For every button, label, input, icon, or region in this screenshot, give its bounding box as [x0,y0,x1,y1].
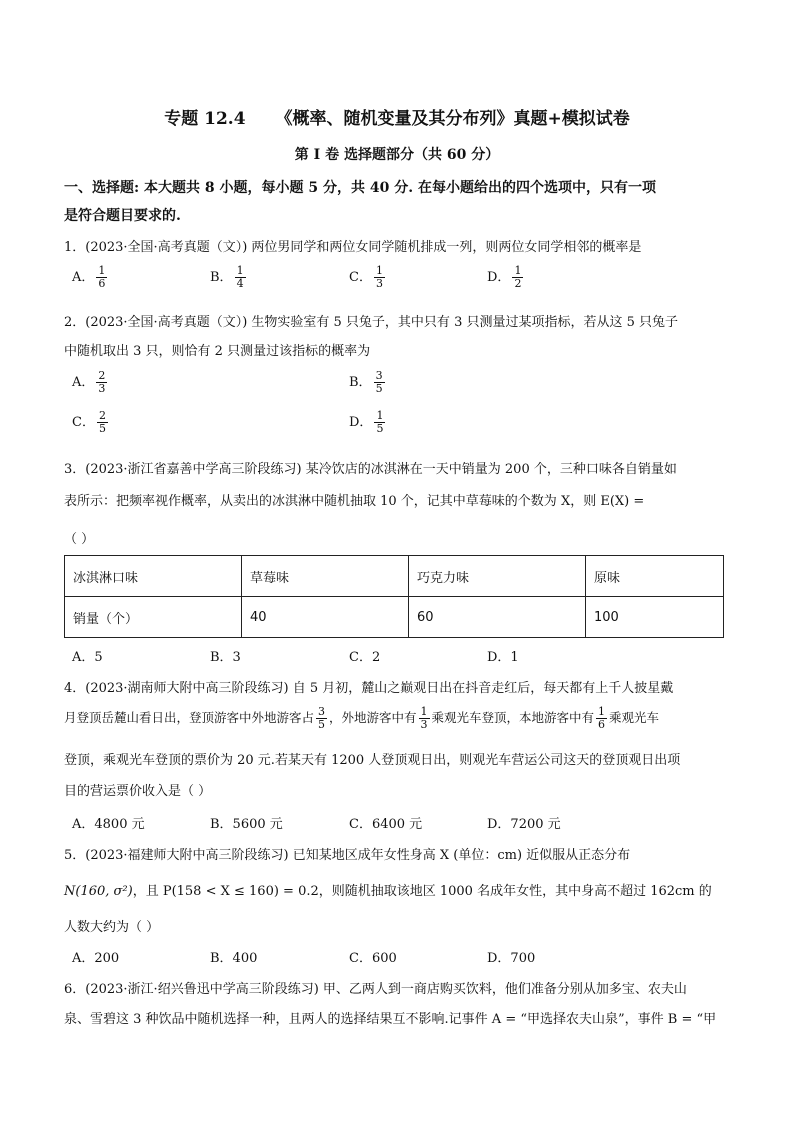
q2-option-a[interactable] [72,370,109,395]
table-cell: 销量（个） [65,597,242,638]
table-row [65,556,724,597]
q2-option-c[interactable] [72,410,110,435]
table-cell: 100 [586,597,724,638]
q4-stem-line3: 登顶，乘观光车登顶的票价为 20 元.若某天有 1200 人登顶观日出，则观光车营运公司这天的登顶观日出项 [64,753,681,768]
q5-option-d[interactable]: D．700 [487,951,536,966]
option-label: C． [72,415,95,430]
q4-option-b[interactable]: B．5600 元 [210,817,283,832]
q5-stem-line3: 人数大约为（ ） [64,920,160,935]
q5-stem-line2: N(160, σ²)，且 P(158 < X ≤ 160) = 0.2，则随机抽取该地区 1000 名成年女性，其中身高不超过 162cm 的 [64,884,712,899]
q2-stem-line1: 2．(2023·全国·高考真题（文）) 生物实验室有 5 只兔子，其中只有 3 只测量过某项指标，若从这 5 只兔子 [64,315,679,330]
q3-stem-line1: 3．(2023·浙江省嘉善中学高三阶段练习) 某冷饮店的冰淇淋在一天中销量为 200 个，三种口味各自销量如 [64,462,677,477]
part-title: 第 I 卷 选择题部分（共 60 分） [294,147,500,163]
table-header-cell: 原味 [586,556,724,597]
fraction: $\frac{1}{2}$ [514,264,522,290]
option-label: B． [349,375,372,390]
fraction: $\frac{1}{6}$ [598,705,606,731]
q2-stem-line2: 中随机取出 3 只，则恰有 2 只测量过该指标的概率为 [64,344,371,359]
table-cell: 60 [409,597,586,638]
q1-option-d[interactable] [487,265,525,290]
fraction: $\frac{3}{5}$ [318,705,326,731]
option-label: A． [72,270,95,285]
option-label: D． [487,270,511,285]
option-label: D． [349,415,373,430]
q1-option-b[interactable] [210,265,248,290]
fraction: $\frac{2}{5}$ [98,409,106,435]
table-header-cell: 冰淇淋口味 [65,556,242,597]
q5-option-b[interactable]: B．400 [210,951,258,966]
q5-stem-line1: 5．(2023·福建师大附中高三阶段练习) 已知某地区成年女性身高 X (单位：cm) 近似服从正态分布 [64,848,631,863]
q3-option-b[interactable]: B．3 [210,650,241,665]
q3-answer-blank: （ ） [64,532,95,547]
option-label: C． [349,270,372,285]
q4-option-d[interactable]: D．7200 元 [487,817,561,832]
fraction: $\frac{1}{3}$ [420,705,428,731]
q6-stem-line1: 6．(2023·浙江·绍兴鲁迅中学高三阶段练习) 甲、乙两人到一商店购买饮料，他们准备分别从加多宝、农夫山 [64,982,687,997]
q4-stem-line4: 目的营运票价收入是（ ） [64,784,212,799]
fraction: $\frac{1}{3}$ [375,264,383,290]
table-row [65,597,724,638]
title-topic-number: 专题 12.4 [164,109,246,129]
q6-stem-line2: 泉、雪碧这 3 种饮品中随机选择一种，且两人的选择结果互不影响.记事件 A = “甲选择农夫山泉”，事件 B = “甲 [64,1012,717,1027]
section-instructions-line2: 是符合题目要求的. [64,208,181,224]
table-header-cell: 草莓味 [242,556,409,597]
table-cell: 40 [242,597,409,638]
q5-option-c[interactable]: C．600 [349,951,397,966]
fraction: $\frac{1}{5}$ [376,409,384,435]
q3-stem-line2: 表所示：把频率视作概率，从卖出的冰淇淋中随机抽取 10 个，记其中草莓味的个数为 X，则 E(X) = [64,494,645,509]
fraction: $\frac{3}{5}$ [375,369,383,395]
q5-option-a[interactable]: A．200 [72,951,120,966]
q1-option-a[interactable] [72,265,109,290]
q3-option-d[interactable]: D．1 [487,650,519,665]
q1-option-c[interactable] [349,265,387,290]
table-header-cell: 巧克力味 [409,556,586,597]
option-label: B． [210,270,233,285]
q4-stem-line2: 月登顶岳麓山看日出，登顶游客中外地游客占 $\frac{3}{5}$ ，外地游客中有 $\frac{1}{3}$ 乘观光车登顶，本地游客中有 $\frac{1}{6}$ 乘观光车 [64,705,660,731]
q4-option-c[interactable]: C．6400 元 [349,817,423,832]
q3-sales-table [64,555,724,638]
fraction: $\frac{1}{4}$ [236,264,244,290]
page-title [0,104,794,129]
q2-option-d[interactable] [349,410,387,435]
section-instructions-line1: 一、选择题: 本大题共 8 小题，每小题 5 分，共 40 分. 在每小题给出的四个选项中，只有一项 [64,180,656,196]
q1-stem: 1．(2023·全国·高考真题（文）) 两位男同学和两位女同学随机排成一列，则两位女同学相邻的概率是 [64,240,642,255]
q2-option-b[interactable] [349,370,387,395]
fraction: $\frac{1}{6}$ [98,264,106,290]
fraction: $\frac{2}{3}$ [98,369,106,395]
q4-stem-line1: 4．(2023·湖南师大附中高三阶段练习) 自 5 月初，麓山之巅观日出在抖音走红后，每天都有上千人披星戴 [64,681,674,696]
q3-option-c[interactable]: C．2 [349,650,381,665]
option-label: A． [72,375,95,390]
title-topic-name: 《概率、随机变量及其分布列》真题+模拟试卷 [275,109,630,129]
q4-option-a[interactable]: A．4800 元 [72,817,145,832]
q3-option-a[interactable]: A．5 [72,650,103,665]
